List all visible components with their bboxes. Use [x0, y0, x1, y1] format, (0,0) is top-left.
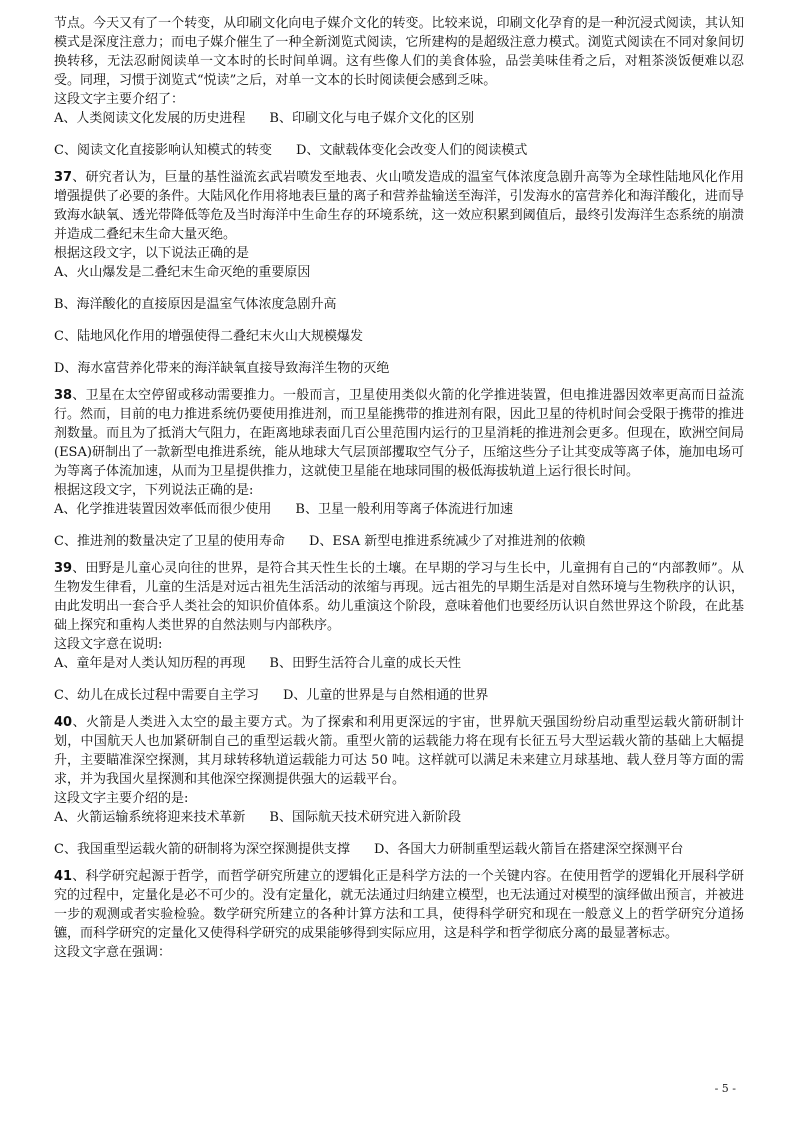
options-row — [54, 686, 744, 705]
option-c[interactable]: C、陆地风化作用的增强使得二叠纪末火山大规模爆发 — [54, 329, 363, 344]
option-b[interactable]: B、印刷文化与电子媒介文化的区别 — [269, 111, 474, 126]
option-a[interactable]: A、火箭运输系统将迎来技术革新 — [54, 810, 246, 825]
passage-text: 、卫星在太空停留或移动需要推力。一般而言，卫星使用类似火箭的化学推进装置，但电推进器因效率更高而日益流行。然而，目前的电力推进系统仍要使用推进剂，而卫星能携带的推进剂有限，因此卫星的待机时间会受限于携带的推进剂数量。而且为了抵消大气阻力，在距离地球表面几百公里范围内运行的卫星消耗的推进剂会更多。但现在，欧洲空间局(ESA)研制出了一款新型电推进系统，能从地球大气层顶部攫取空气分子，压缩这些分子让其变成等离子体，施加电场可为等离子体流加速，从而为卫星提供推力，这就使卫星能在地球同围的极低海拔轨道上运行很长时间。 — [54, 388, 744, 479]
question-39 — [54, 559, 744, 705]
question-37-passage — [54, 168, 744, 244]
options-row — [54, 654, 744, 673]
question-40 — [54, 713, 744, 859]
question-37-prompt: 根据这段文字，以下说法正确的是 — [54, 246, 250, 261]
question-number: 40 — [54, 715, 73, 730]
question-number: 39 — [54, 561, 73, 576]
question-39-prompt: 这段文字意在说明: — [54, 637, 163, 652]
option-a[interactable]: A、童年是对人类认知历程的再现 — [54, 656, 246, 671]
options-row — [54, 109, 744, 128]
option-a[interactable]: A、人类阅读文化发展的历史进程 — [54, 111, 246, 126]
page-number: - 5 - — [714, 1082, 736, 1095]
question-41-prompt: 这段文字意在强调： — [54, 945, 172, 960]
question-38-passage — [54, 386, 744, 481]
question-40-prompt: 这段文字主要介绍的是: — [54, 791, 189, 806]
question-number: 38 — [54, 388, 73, 403]
question-number: 41 — [54, 869, 73, 884]
option-b[interactable]: B、国际航天技术研究进入新阶段 — [269, 810, 461, 825]
options-row — [54, 532, 744, 551]
option-b[interactable]: B、海洋酸化的直接原因是温室气体浓度急剧升高 — [54, 297, 337, 312]
passage-text: 、科学研究起源于哲学，而哲学研究所建立的逻辑化正是科学方法的一个关键内容。在使用哲学的逻辑化开展科学研究的过程中，定量化是必不可少的。没有定量化，就无法通过归纳建立模型，也无法通过对模型的演绎做出预言，并被进一步的观测或者实验检验。数学研究所建立的各种计算方法和工具，使得科学研究和现在一般意义上的哲学研究分道扬镳，而科学研究的定量化又使得科学研究的成果能够得到实际应用，这是科学和哲学彻底分离的最显著标志。 — [54, 869, 744, 941]
option-c[interactable]: C、推进剂的数量决定了卫星的使用寿命 — [54, 534, 285, 549]
option-b[interactable]: B、田野生活符合儿童的成长天性 — [269, 656, 461, 671]
question-39-passage — [54, 559, 744, 635]
question-37 — [54, 168, 744, 378]
option-d[interactable]: D、文献载体变化会改变人们的阅读模式 — [295, 143, 528, 158]
option-c[interactable]: C、阅读文化直接影响认知模式的转变 — [54, 143, 272, 158]
question-41 — [54, 867, 744, 962]
question-36-prompt: 这段文字主要介绍了： — [54, 92, 185, 107]
question-36-passage: 节点。今天又有了一个转变，从印刷文化向电子媒介文化的转变。比较来说，印刷文化孕育的是一种沉浸式阅读，其认知模式是深度注意力；而电子媒介催生了一种全新浏览式阅读，它所建构的是超级注意力模式。浏览式阅读在不同对象间切换转移，无法忍耐阅读单一文本时的长时间单调。这有些像人们的美食体验，品尝美味佳肴之后，对粗茶淡饭便难以忍受。同理，习惯于浏览式“悦读”之后，对单一文本的长时阅读便会感到乏味。 — [54, 16, 744, 88]
passage-text: 、火箭是人类进入太空的最主要方式。为了探索和利用更深远的宇宙，世界航天强国纷纷启动重型运载火箭研制计划，中国航天人也加紧研制自己的重型运载火箭。重型火箭的运载能力将在现有长征五号大型运载火箭的基础上大幅提升，主要瞄准深空探测，其月球转移轨道运载能力可达 50 吨。这样就可以满足未来建立月球基地、载人登月等方面的需求，并为我国火星探测和其他深空探测提供强大的运载平台。 — [54, 715, 744, 787]
question-41-passage — [54, 867, 744, 943]
option-d[interactable]: D、各国大力研制重型运载火箭旨在搭建深空探测平台 — [373, 842, 684, 857]
question-38-prompt: 根据这段文字，下列说法正确的是: — [54, 483, 254, 498]
option-b[interactable]: B、卫星一般利用等离子体流进行加速 — [295, 502, 513, 517]
option-a[interactable]: A、火山爆发是二叠纪末生命灭绝的重要原因 — [54, 265, 311, 280]
question-number: 37 — [54, 170, 73, 185]
question-40-passage — [54, 713, 744, 789]
passage-text: 、田野是儿童心灵向往的世界，是符合其天性生长的土壤。在早期的学习与生长中，儿童拥有自己的“内部教师”。从生物发生律看，儿童的生活是对远古祖先生活活动的浓缩与再现。远古祖先的早期生活是对自然环境与生物秩序的认识，由此发明出一套合乎人类社会的知识价值体系。幼儿重演这个阶段，意味着他们也要经历认识自然世界这个阶段，在此基础上探究和重构人类世界的自然法则与内部秩序。 — [54, 561, 744, 633]
options-row — [54, 500, 744, 519]
option-d[interactable]: D、儿童的世界是与自然相通的世界 — [282, 688, 489, 703]
option-a[interactable]: A、化学推进装置因效率低而很少使用 — [54, 502, 272, 517]
options-row — [54, 141, 744, 160]
passage-text: 、研究者认为，巨量的基性溢流玄武岩喷发至地表、火山喷发造成的温室气体浓度急剧升高等为全球性陆地风化作用增强提供了必要的条件。大陆风化作用将地表巨量的离子和营养盐输送至海洋，引发海水的富营养化和海洋酸化，进而导致海水缺氧、透光带降低等危及当时海洋中生命生存的环境系统，这一效应积累到阈值后，最终引发海洋生态系统的崩溃并造成二叠纪末生命大量灭绝。 — [54, 170, 744, 242]
option-c[interactable]: C、幼儿在成长过程中需要自主学习 — [54, 688, 259, 703]
option-d[interactable]: D、ESA 新型电推进系统减少了对推进剂的依赖 — [308, 534, 586, 549]
document-page — [54, 14, 744, 970]
options-row — [54, 808, 744, 827]
question-38 — [54, 386, 744, 551]
option-d[interactable]: D、海水富营养化带来的海洋缺氧直接导致海洋生物的灭绝 — [54, 361, 390, 376]
options-row — [54, 840, 744, 859]
option-c[interactable]: C、我国重型运载火箭的研制将为深空探测提供支撑 — [54, 842, 350, 857]
question-36 — [54, 14, 744, 160]
